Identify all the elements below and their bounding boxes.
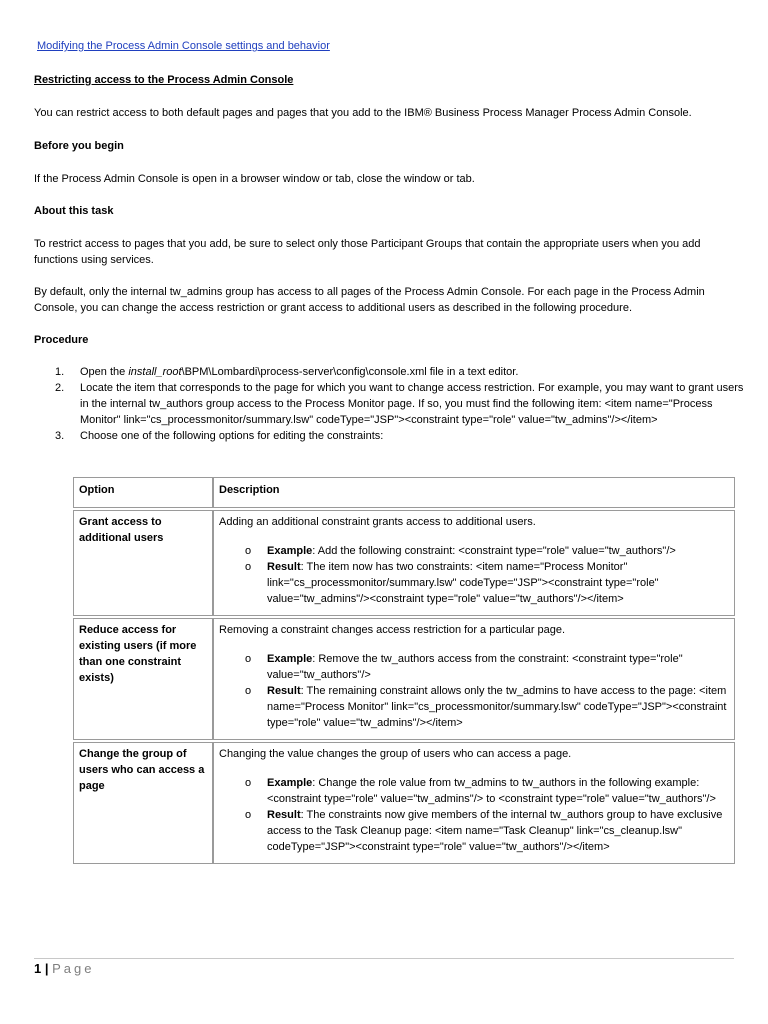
table-row [73, 510, 735, 616]
step-text-italic: install_root [128, 366, 182, 378]
example-label: Example [267, 653, 313, 665]
page-number: 1 [34, 961, 42, 976]
bullet-marker: o [245, 809, 252, 821]
procedure-step [34, 380, 744, 428]
table-header-row [73, 477, 735, 508]
example-label: Example [267, 545, 313, 557]
bullet-marker: o [245, 561, 252, 573]
footer-separator: | [41, 961, 53, 976]
bullet-item [219, 543, 729, 559]
procedure-step [34, 364, 744, 380]
section-title: Restricting access to the Process Admin Console [34, 74, 294, 86]
result-text: : The remaining constraint allows only the tw_admins to have access to the page: <item name="Process Monitor" link="cs_processmonitor/summary.lsw" codeType="JSP"><constraint type="role" value="tw_admins"/></item> [267, 685, 727, 729]
page-footer [34, 961, 94, 977]
bullet-marker: o [245, 545, 252, 557]
step-text-post: \BPM\Lombardi\process-server\config\console.xml file in a text editor. [181, 366, 519, 378]
bullet-list [219, 775, 729, 855]
result-label: Result [267, 685, 301, 697]
table-row [73, 618, 735, 740]
before-heading: Before you begin [34, 140, 124, 152]
header-option: Option [73, 477, 213, 508]
description-text: Adding an additional constraint grants access to additional users. [219, 516, 536, 528]
intro-paragraph: You can restrict access to both default pages and pages that you add to the IBM® Business Process Manager Process Admin Console. [34, 107, 692, 119]
step-number: 3. [55, 430, 65, 442]
procedure-steps [34, 364, 744, 444]
description-text: Removing a constraint changes access restriction for a particular page. [219, 624, 566, 636]
page-label: Page [52, 961, 95, 976]
step-number: 2. [55, 382, 65, 394]
bullet-item [219, 559, 729, 607]
bullet-item [219, 651, 729, 683]
result-label: Result [267, 809, 301, 821]
bullet-marker: o [245, 685, 252, 697]
description-cell [213, 742, 735, 864]
result-text: : The item now has two constraints: <item name="Process Monitor" link="cs_processmonitor/summary.lsw" codeType="JSP"><constraint type="role" value="tw_admins"/><constraint type="role" value="tw_authors"/></item> [267, 561, 659, 605]
example-text: : Add the following constraint: <constraint type="role" value="tw_authors"/> [312, 545, 676, 557]
procedure-heading: Procedure [34, 334, 89, 346]
bullet-marker: o [245, 777, 252, 789]
bullet-marker: o [245, 653, 252, 665]
example-label: Example [267, 777, 313, 789]
about-heading: About this task [34, 205, 114, 217]
parent-topic-link[interactable]: Modifying the Process Admin Console settings and behavior [37, 40, 330, 52]
step-text: Locate the item that corresponds to the page for which you want to change access restriction. For example, you may want to grant users in the internal tw_authors group access to the Process Monitor page. If so, you must find the following item: <item name="Process Monitor" link="cs_processmonitor/summary.lsw" codeType="JSP"><constraint type="role" value="tw_admins"/></item> [80, 382, 744, 426]
procedure-step [34, 428, 744, 444]
option-cell: Grant access to additional users [73, 510, 213, 616]
step-text-pre: Open the [80, 366, 129, 378]
options-table [73, 477, 735, 864]
result-label: Result [267, 561, 301, 573]
bullet-list [219, 651, 729, 731]
option-cell: Reduce access for existing users (if more than one constraint exists) [73, 618, 213, 740]
bullet-item [219, 807, 729, 855]
result-text: : The constraints now give members of the internal tw_authors group to have exclusive access to the Task Cleanup page: <item name="Task Cleanup" link="cs_cleanup.lsw" codeType="JSP"><constraint type="role" value="tw_authors"/></item> [267, 809, 723, 853]
example-text: : Change the role value from tw_admins to tw_authors in the following example: <constraint type="role" value="tw_admins"/> to <constraint type="role" value="tw_authors"/> [267, 777, 716, 805]
step-text: Choose one of the following options for editing the constraints: [80, 430, 384, 442]
description-text: Changing the value changes the group of users who can access a page. [219, 748, 572, 760]
about-paragraph-1: To restrict access to pages that you add, be sure to select only those Participant Groups that contain the appropriate users when you add functions using services. [34, 238, 701, 266]
header-description: Description [213, 477, 735, 508]
bullet-list [219, 543, 729, 607]
step-number: 1. [55, 366, 65, 378]
bullet-item [219, 775, 729, 807]
about-paragraph-2: By default, only the internal tw_admins group has access to all pages of the Process Admin Console. For each page in the Process Admin Console, you can change the access restriction or grant access to additional users as described in the following procedure. [34, 286, 705, 314]
option-cell: Change the group of users who can access a page [73, 742, 213, 864]
table-row [73, 742, 735, 864]
before-text: If the Process Admin Console is open in a browser window or tab, close the window or tab. [34, 173, 475, 185]
bullet-item [219, 683, 729, 731]
description-cell [213, 510, 735, 616]
example-text: : Remove the tw_authors access from the constraint: <constraint type="role" value="tw_authors"/> [267, 653, 683, 681]
footer-divider [34, 958, 734, 959]
description-cell [213, 618, 735, 740]
